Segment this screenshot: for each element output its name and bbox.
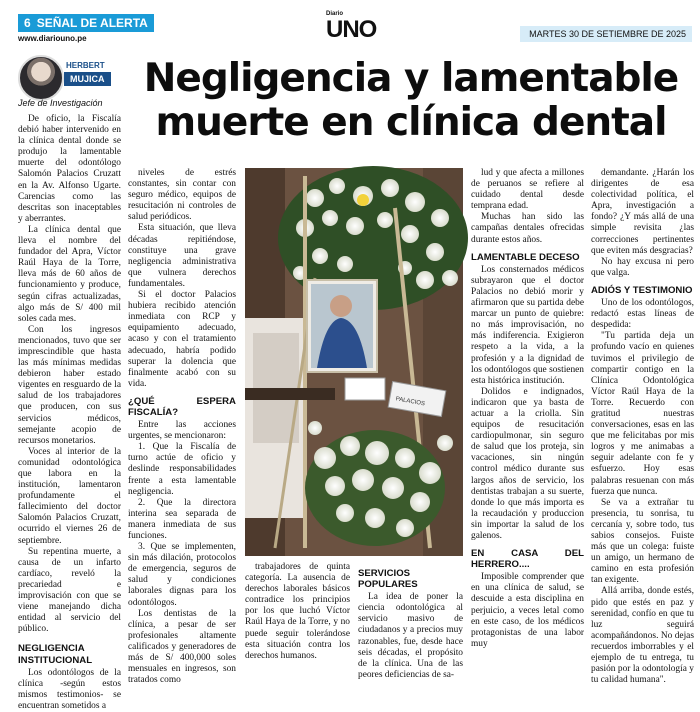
subheading: ADIÓS Y TESTIMONIO xyxy=(591,284,693,296)
paragraph: Allá arriba, donde estés, pido que estés en paz y serenidad, confío en que tu luz seguirá acompañándonos. No dejas recuerdos imborrables y el ejemplo de tu entrega, tu pasión por la odontología y tu calidad humana". xyxy=(591,586,694,686)
article-column-5 xyxy=(471,168,584,668)
author-role: Jefe de Investigación xyxy=(18,98,103,108)
author-last-name: MUJICA xyxy=(64,72,111,86)
article-column-3 xyxy=(245,562,350,670)
logo-text: UNO xyxy=(326,16,377,43)
paragraph: Los consternados médicos subrayaron que el doctor Palacios no debió morir y afirmaron que su partida debe marcar un punto de quiebre: no más improvisación, no más indiferencia. Exigieron respeto a la vida, a la profesión y a la dignidad de los odontólogos que sostienen esta histórica institución. xyxy=(471,264,584,386)
issue-date: MARTES 30 DE SETIEMBRE DE 2025 xyxy=(520,26,692,42)
paragraph: Voces al interior de la comunidad odontológica que labora en la institución, lamentaron profundamente el fallecimiento del doctor Salomón Palacios Cruzatt, ocurrido el viernes 26 de septiembre. xyxy=(18,446,121,546)
article-column-4 xyxy=(358,562,463,680)
subheading: NEGLIGENCIA INSTITUCIONAL xyxy=(18,643,93,666)
subheading: LAMENTABLE DECESO xyxy=(471,251,580,263)
paragraph: Con los ingresos mencionados, tuvo que ser imprescindible que hasta las más mínimas medidas debieron haber estado vigentes en resguardo de la salud de los trabajadores que producen, con sus servicios médicos, semejante acopio de recursos monetarios. xyxy=(18,324,121,446)
page-number: 6 xyxy=(24,16,31,30)
section-strip xyxy=(18,14,154,32)
paragraph: trabajadores de quinta categoría. La ausencia de derechos laborales básicos contradice los principios por los que luchó Víctor Raúl Haya de la Torre, y no puede seguir tolerándose esta situación contra los derechos humanos. xyxy=(245,562,350,661)
paragraph: Dolidos e indignados, indicaron que ya basta de actuar a la criolla. Sin equipos de resucitación cardiopulmonar, sin seguro de salud que los proteja, sin vacaciones, sin ningún control médico durante sus largos años de servicio, los dentistas trabajan a su suerte, donde lo que más importa es la recaudación y produccion sin importar la salud de los galenos. xyxy=(471,386,584,541)
paragraph: Se va a extrañar tu presencia, tu sonrisa, tu cercanía y, sobre todo, tus sabios consejos. Fuiste más que un colega: fuiste un amigo, un hermano de camino en esta profesión tan exigente. xyxy=(591,497,694,586)
funeral-photo xyxy=(245,168,463,556)
article-column-1 xyxy=(18,114,121,711)
author-first-name: HERBERT xyxy=(66,61,105,70)
paragraph: No hay excusa ni pero que valga. xyxy=(591,256,694,278)
paragraph: Esta situación, que lleva décadas repitiéndose, constituye una grave negligencia administrativa que vulnera derechos fundamentales. xyxy=(128,223,236,289)
subheading: SERVICIOS POPULARES xyxy=(358,568,418,591)
site-url: www.diariouno.pe xyxy=(18,34,87,43)
newspaper-logo xyxy=(326,11,378,45)
paragraph: La clínica dental que lleva el nombre del fundador del Apra, Víctor Raúl Haya de la Torre, lleva más de 60 años de funcionamiento y produce, según cifras actualizadas, algo más de S/ 400 mil soles cada mes. xyxy=(18,224,121,324)
paragraph: De oficio, la Fiscalía debió haber intervenido en la clínica dental donde se produjo la lamentable muerte del odontólogo Salomón Palacios Cruzatt en la Av. Alfonso Ugarte. Carencias como las descritas son inaceptables y aberrantes. xyxy=(18,114,121,224)
paragraph: Los dentistas de la clínica, a pesar de ser profesionales altamente calificados y generadores de más de S/ 400,000 soles mensuales en ingresos, son tratados como xyxy=(128,608,236,686)
article-column-2 xyxy=(128,168,236,686)
headline: Negligencia y lamentable muerte en clínica dental xyxy=(143,56,679,145)
paragraph: "Tu partida deja un profundo vacío en quienes tuvimos el privilegio de compartir contigo en la Clínica Odontológica Víctor Raúl Haya de la Torre. Recuerdo con gratitud nuestras conversaciones, esas en las que me felicitabas por mis logros y me animabas a seguir adelante con fe y esfuerzo. Hoy esas palabras resuenan con más fuerza que nunca. xyxy=(591,331,694,497)
paragraph: La idea de poner la ciencia odontológica al servicio masivo de ciudadanos y a precios muy razonables, fue, desde hace seis décadas, el propósito de la clínica. Una de las peores deficiencias de sa- xyxy=(358,592,463,680)
subheading: EN CASA DEL HERRERO.... xyxy=(471,548,584,571)
photo-sign-text: PALACIOS xyxy=(395,396,426,408)
paragraph: lud y que afecta a millones de peruanos se refiere al cuidado dental desde temprana edad. xyxy=(471,168,584,212)
paragraph: 1. Que la Fiscalía de turno actúe de oficio y deslinde responsabilidades frente a esta lamentable negligencia. xyxy=(128,442,236,497)
page-header xyxy=(0,0,700,46)
funeral-photo-image xyxy=(245,168,463,556)
paragraph: Entre las acciones urgentes, se mencionaron: xyxy=(128,420,236,442)
paragraph: demandante. ¿Harán los dirigentes de esa colectividad política, el Apra, investigación a fondo? ¿Y más allá de una simple revisita ¿las correcciones pertinentes que eviten más desgracias? xyxy=(591,168,694,256)
paragraph: Muchas han sido las campañas dentales ofrecidas durante estos años. xyxy=(471,212,584,245)
paragraph: niveles de estrés constantes, sin contar con seguro médico, equipos de resucitación ni controles de salud periódicos. xyxy=(128,168,236,223)
subheading: ¿QUÉ ESPERA FISCALÍA? xyxy=(128,395,236,418)
paragraph: Imposible comprender que en una clínica de salud, se descuide a esta disciplina en perjuicio, a veces letal como en este caso, de los médicos protagonistas de una labor muy xyxy=(471,572,584,649)
author-avatar xyxy=(18,55,64,101)
paragraph: 3. Que se implementen, sin más dilación, protocolos de emergencia, seguros de salud y condiciones laborales dignas para los odontólogos. xyxy=(128,542,236,608)
paragraph: 2. Que la directora interina sea separada de manera inmediata de sus funciones. xyxy=(128,497,236,541)
paragraph: Uno de los odontólogos, redactó estas líneas de despedida: xyxy=(591,298,694,331)
logo-small-text: Diario xyxy=(326,11,344,17)
paragraph: Los odontólogos de la clínica -según estos mismos testimonios- se encuentran sometidos a xyxy=(18,667,121,711)
article-column-6 xyxy=(591,168,694,686)
section-title: SEÑAL DE ALERTA xyxy=(36,16,148,30)
paragraph: Su repentina muerte, a causa de un infarto cardíaco, reveló la precariedad e improvisación con que se viene manejando dicha entidad al servicio del público. xyxy=(18,546,121,635)
paragraph: Si el doctor Palacios hubiera recibido atención inmediata con RCP y equipamiento adecuado, acaso y con el tratamiento adecuado, habría podido superar la dolencia que finalmente acabó con su vida. xyxy=(128,290,236,389)
